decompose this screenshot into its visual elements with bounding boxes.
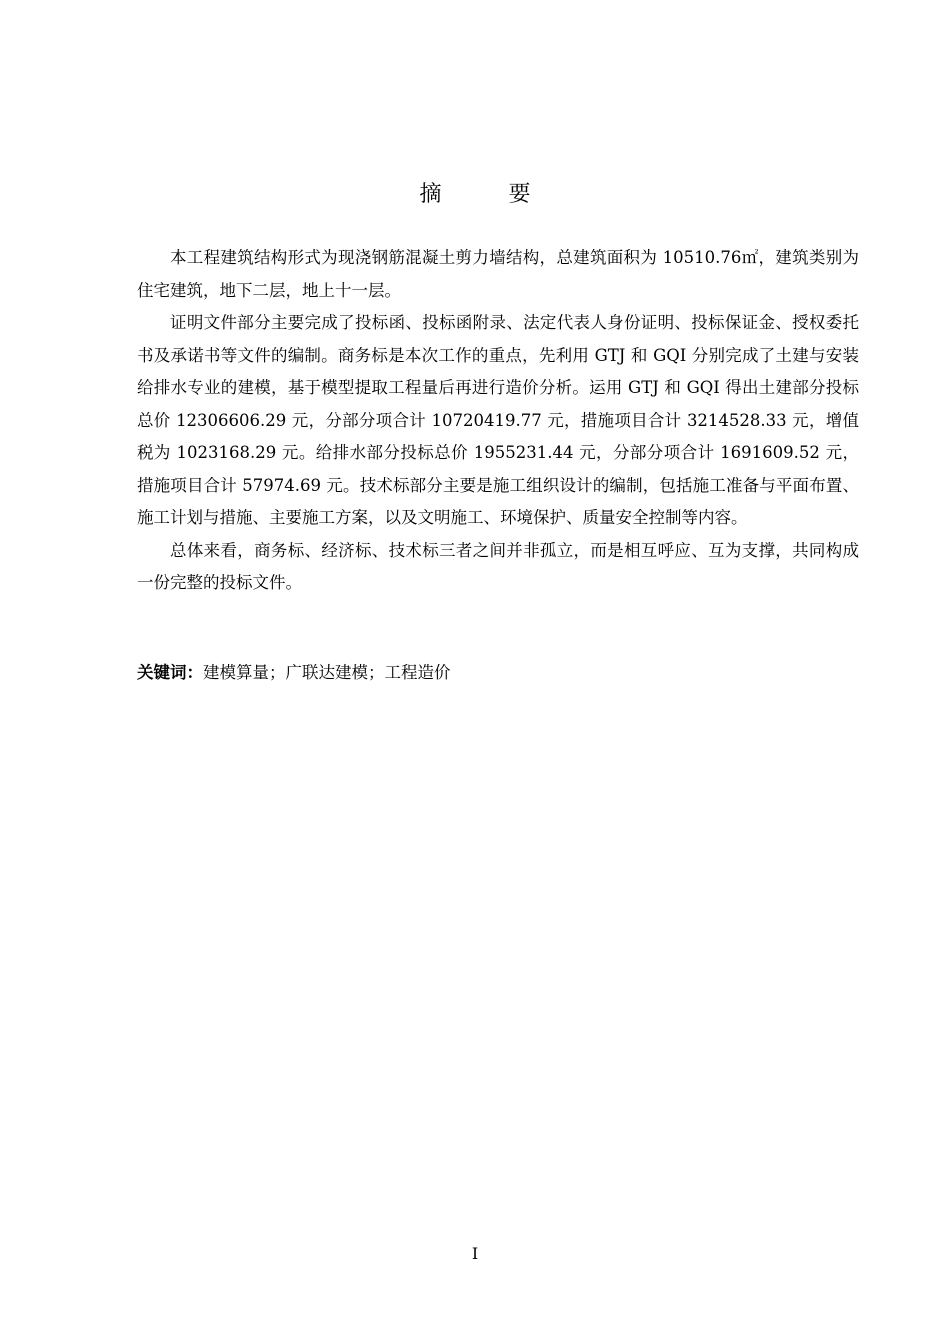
keywords-text: 建模算量；广联达建模；工程造价: [203, 663, 451, 682]
keywords-label: 关键词：: [137, 663, 203, 682]
abstract-paragraph-1: 本工程建筑结构形式为现浇钢筋混凝土剪力墙结构，总建筑面积为 10510.76㎡，建筑类别为住宅建筑，地下二层，地上十一层。: [137, 248, 859, 300]
abstract-title: 摘 要: [419, 182, 561, 207]
abstract-body: [137, 242, 859, 600]
keywords-line: [137, 658, 859, 688]
abstract-paragraph-2: 证明文件部分主要完成了投标函、投标函附录、法定代表人身份证明、投标保证金、授权委托书及承诺书等文件的编制。商务标是本次工作的重点，先利用 GTJ 和 GQI 分别完成了土建与安装给排水专业的建模，基于模型提取工程量后再进行造价分析。运用 GTJ 和 GQI 得出土建部分投标总价 12306606.29 元，分部分项合计 10720419.77 元，措施项目合计 3214528.33 元，增值税为 1023168.29 元。给排水部分投标总价 1955231.44 元，分部分项合计 1691609.52 元，措施项目合计 57974.69 元。技术标部分主要是施工组织设计的编制，包括施工准备与平面布置、施工计划与措施、主要施工方案，以及文明施工、环境保护、质量安全控制等内容。: [137, 313, 859, 527]
page-number: I: [471, 1244, 479, 1263]
abstract-paragraph-3: 总体来看，商务标、经济标、技术标三者之间并非孤立，而是相互呼应、互为支撑，共同构成一份完整的投标文件。: [137, 540, 859, 592]
